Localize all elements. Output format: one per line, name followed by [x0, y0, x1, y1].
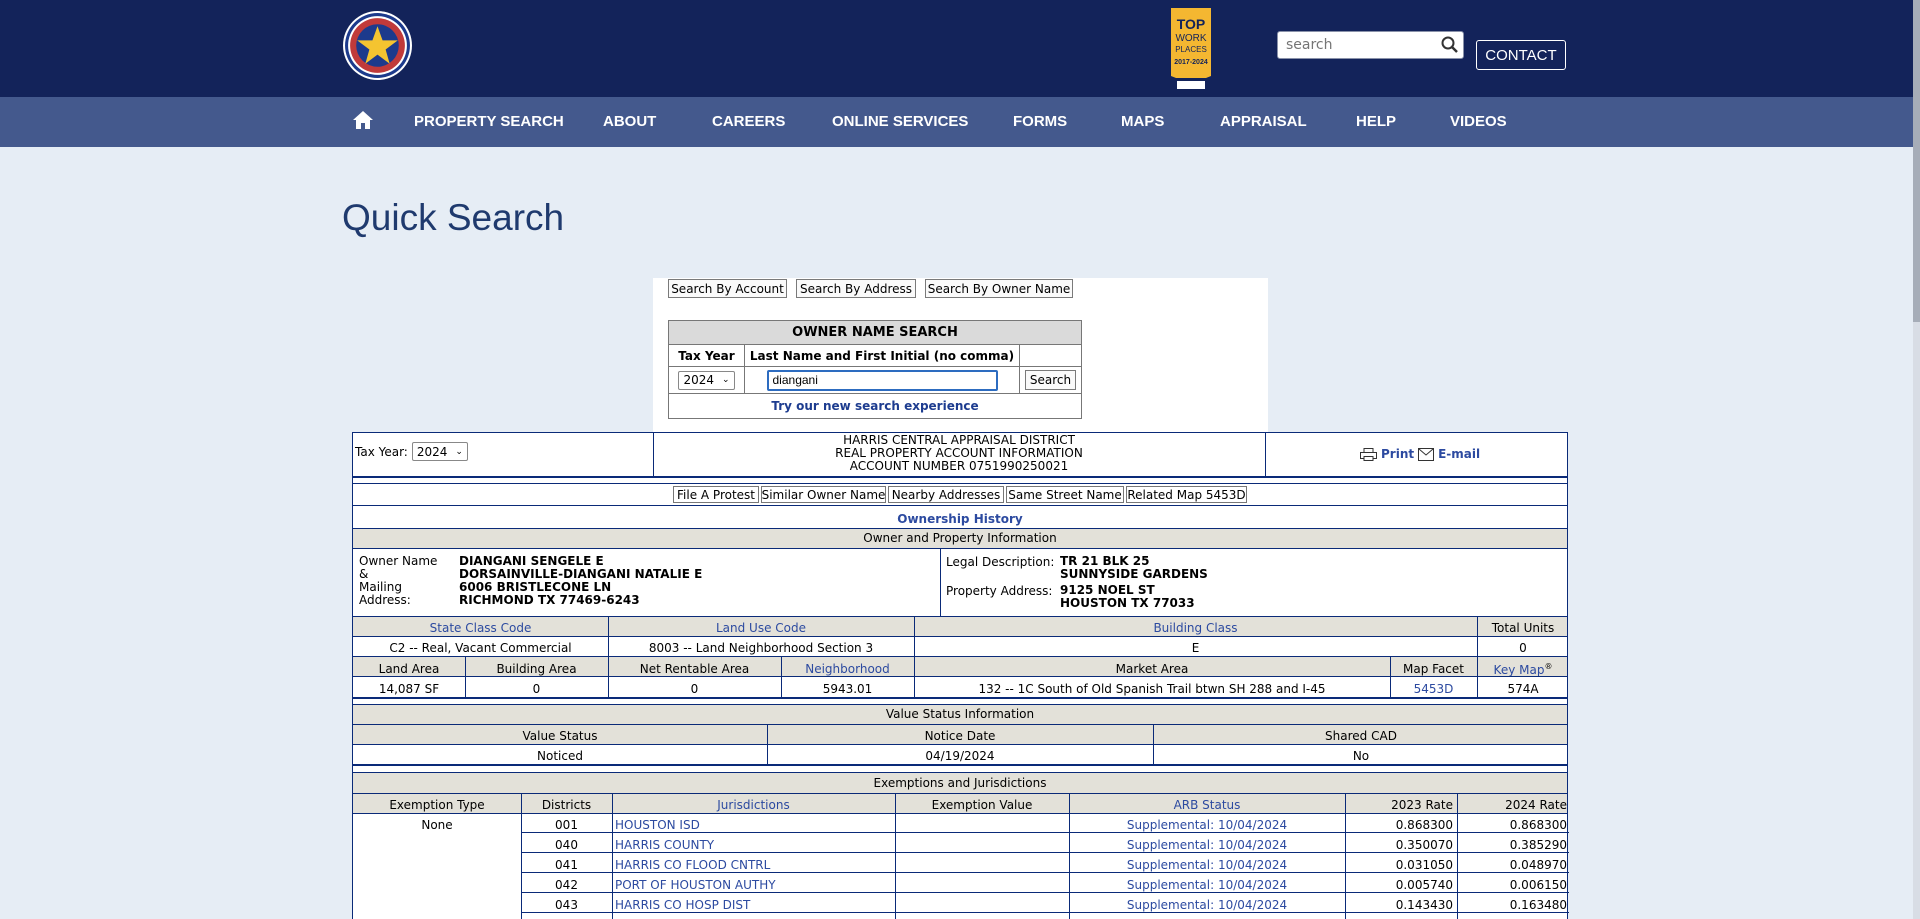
tax-year-column-header: Tax Year	[669, 345, 745, 366]
map-facet-link[interactable]: 5453D	[1413, 682, 1454, 696]
page-title: Quick Search	[342, 197, 565, 238]
net-rentable-area-header: Net Rentable Area	[639, 662, 750, 676]
search-by-address-button[interactable]: Search By Address	[796, 279, 916, 298]
email-link[interactable]: E-mail	[1438, 447, 1481, 461]
exemption-type-header: Exemption Type	[389, 798, 485, 812]
exemption-type-value: None	[421, 818, 453, 832]
value-status-header: Value Status	[522, 729, 598, 743]
registered-mark: ®	[1544, 662, 1553, 671]
owner-name-label: Owner Name &	[359, 554, 438, 581]
jurisdiction-link[interactable]: HOUSTON ISD	[615, 818, 700, 832]
chevron-down-icon: ⌄	[722, 375, 730, 385]
building-area-value: 0	[532, 682, 541, 696]
jurisdiction-link[interactable]: HARRIS COUNTY	[615, 838, 715, 852]
name-input-cell	[745, 367, 1020, 393]
market-area-value: 132 -- 1C South of Old Spanish Trail btwn SH 288 and I-45	[978, 682, 1326, 696]
value-status-title: Value Status Information	[353, 705, 1567, 724]
state-class-code-header[interactable]: State Class Code	[429, 621, 532, 635]
mailing-city: RICHMOND TX 77469-6243	[459, 593, 640, 607]
svg-text:WORK: WORK	[1175, 33, 1207, 44]
legal-line-2: SUNNYSIDE GARDENS	[1060, 567, 1208, 581]
market-area-header: Market Area	[1115, 662, 1189, 676]
nav-appraisal[interactable]: APPRAISAL	[1220, 113, 1307, 130]
owner-name-input[interactable]	[767, 370, 998, 391]
total-units-header: Total Units	[1491, 621, 1555, 635]
exemptions-title: Exemptions and Jurisdictions	[353, 773, 1567, 793]
jurisdictions-header[interactable]: Jurisdictions	[717, 798, 790, 812]
owner-search-title: OWNER NAME SEARCH	[669, 321, 1081, 345]
home-icon[interactable]	[352, 109, 374, 131]
map-facet-header: Map Facet	[1403, 662, 1464, 676]
arb-status-value: Supplemental: 10/04/2024	[1126, 838, 1288, 852]
rate-2023-value: 0.005740	[1395, 878, 1453, 892]
jurisdiction-link[interactable]: HARRIS CO FLOOD CNTRL	[615, 858, 771, 872]
owner-search-button[interactable]: Search	[1025, 370, 1076, 390]
account-info	[352, 432, 1568, 919]
rate-2024-value: 0.385290	[1509, 838, 1567, 852]
file-protest-button[interactable]: File A Protest	[673, 486, 759, 503]
rate-2024-header: 2024 Rate	[1505, 798, 1567, 812]
search-button-cell	[1020, 367, 1081, 393]
notice-date-value: 04/19/2024	[925, 749, 995, 763]
legal-description-label: Legal Description:	[946, 555, 1055, 569]
nav-help[interactable]: HELP	[1356, 113, 1397, 130]
same-street-name-button[interactable]: Same Street Name	[1006, 486, 1124, 503]
account-subtitle: REAL PROPERTY ACCOUNT INFORMATION	[835, 446, 1083, 460]
owner-section-title: Owner and Property Information	[353, 529, 1567, 548]
rate-2024-value: 0.163480	[1509, 898, 1567, 912]
district-name: HARRIS CENTRAL APPRAISAL DISTRICT	[843, 433, 1075, 447]
owner-address	[459, 555, 702, 607]
arb-status-value: Supplemental: 10/04/2024	[1126, 858, 1288, 872]
total-units-value: 0	[1519, 641, 1527, 655]
jurisdiction-link[interactable]: HARRIS CO HOSP DIST	[615, 898, 751, 912]
jurisdiction-row	[521, 833, 1569, 853]
net-rentable-area-value: 0	[690, 682, 699, 696]
owner-tax-year-select[interactable]: 2024 ⌄	[678, 371, 734, 390]
property-city: HOUSTON TX 77033	[1060, 596, 1195, 610]
vertical-scrollbar[interactable]	[1913, 0, 1920, 919]
nav-about[interactable]: ABOUT	[603, 113, 657, 130]
arb-status-value: Supplemental: 10/04/2024	[1126, 898, 1288, 912]
account-tax-year	[355, 442, 468, 461]
main-nav	[0, 97, 1920, 147]
empty-header-cell	[1020, 345, 1081, 366]
key-map-header[interactable]	[1477, 662, 1569, 677]
rate-2023-header: 2023 Rate	[1391, 798, 1453, 812]
print-email-links	[1360, 447, 1480, 461]
notice-date-header: Notice Date	[924, 729, 996, 743]
hcad-seal-logo[interactable]	[342, 10, 413, 81]
land-use-code-value: 8003 -- Land Neighborhood Section 3	[648, 641, 874, 655]
rate-2024-value: 0.868300	[1509, 818, 1567, 832]
account-tax-year-select[interactable]: 2024 ⌄	[412, 442, 468, 461]
arb-status-value: Supplemental: 10/04/2024	[1126, 818, 1288, 832]
search-by-account-button[interactable]: Search By Account	[668, 279, 787, 298]
nav-property-search[interactable]: PROPERTY SEARCH	[414, 113, 564, 130]
owner-name-1: DIANGANI SENGELE E	[459, 554, 604, 568]
district-code: 041	[555, 858, 578, 872]
key-map-label: Key Map	[1493, 663, 1545, 677]
nav-maps[interactable]: MAPS	[1121, 113, 1165, 130]
tax-year-cell	[669, 367, 745, 393]
district-code: 042	[555, 878, 578, 892]
top-workplaces-badge	[1167, 8, 1215, 92]
svg-text:2017-2024: 2017-2024	[1174, 59, 1208, 66]
search-by-owner-name-button[interactable]: Search By Owner Name	[925, 279, 1073, 298]
chevron-down-icon: ⌄	[455, 446, 463, 457]
svg-text:TOP: TOP	[1176, 16, 1206, 32]
tax-year-label: Tax Year:	[355, 444, 408, 459]
building-class-header[interactable]: Building Class	[1153, 621, 1238, 635]
rate-2024-value: 0.048970	[1509, 858, 1567, 872]
shared-cad-header: Shared CAD	[1325, 729, 1397, 743]
property-address-label: Property Address:	[946, 584, 1053, 598]
value-status-value: Noticed	[537, 749, 583, 763]
nav-careers[interactable]: CAREERS	[712, 113, 786, 130]
neighborhood-value: 5943.01	[822, 682, 873, 696]
state-class-code-value: C2 -- Real, Vacant Commercial	[389, 641, 572, 655]
mailing-street: 6006 BRISTLECONE LN	[459, 580, 612, 594]
property-street: 9125 NOEL ST	[1060, 583, 1155, 597]
land-area-header: Land Area	[378, 662, 440, 676]
printer-icon[interactable]	[1360, 448, 1377, 461]
account-heading	[653, 434, 1265, 473]
key-map-value: 574A	[1507, 682, 1539, 696]
account-number: ACCOUNT NUMBER 0751990250021	[849, 459, 1069, 473]
district-code: 043	[555, 898, 578, 912]
contact-button[interactable]: CONTACT	[1476, 40, 1566, 70]
nearby-addresses-button[interactable]: Nearby Addresses	[888, 486, 1004, 503]
districts-header: Districts	[541, 798, 592, 812]
shared-cad-value: No	[1352, 749, 1370, 763]
related-map-button[interactable]: Related Map 5453D	[1127, 487, 1246, 502]
similar-owner-name-button[interactable]: Similar Owner Name	[761, 487, 886, 502]
district-code: 001	[555, 818, 578, 832]
nav-online-services[interactable]: ONLINE SERVICES	[832, 113, 969, 130]
try-new-search-link[interactable]: Try our new search experience	[771, 399, 979, 413]
rate-2023-value: 0.143430	[1395, 898, 1453, 912]
rate-2024-value: 0.006150	[1509, 878, 1567, 892]
arb-status-header[interactable]: ARB Status	[1173, 798, 1241, 812]
land-area-value: 14,087 SF	[378, 682, 440, 696]
land-use-code-header[interactable]: Land Use Code	[715, 621, 807, 635]
name-column-header: Last Name and First Initial (no comma)	[745, 345, 1020, 366]
rate-2023-value: 0.868300	[1395, 818, 1453, 832]
arb-status-value: Supplemental: 10/04/2024	[1126, 878, 1288, 892]
nav-forms[interactable]: FORMS	[1013, 113, 1068, 130]
legal-line-1: TR 21 BLK 25	[1060, 554, 1150, 568]
ownership-history-link[interactable]: Ownership History	[897, 512, 1023, 526]
owner-name-search-form	[668, 320, 1082, 419]
jurisdiction-row	[521, 853, 1569, 873]
site-search-box	[1277, 31, 1464, 59]
exemption-value-header: Exemption Value	[931, 798, 1033, 812]
owner-labels	[359, 555, 449, 607]
site-header	[0, 0, 1920, 97]
district-code: 040	[555, 838, 578, 852]
jurisdiction-row	[521, 893, 1569, 913]
jurisdiction-row	[521, 813, 1569, 833]
building-class-value: E	[1191, 641, 1200, 655]
print-link[interactable]: Print	[1381, 447, 1415, 461]
svg-text:PLACES: PLACES	[1175, 45, 1207, 54]
scrollbar-thumb[interactable]	[1913, 0, 1920, 322]
rate-2023-value: 0.350070	[1395, 838, 1453, 852]
legal-description	[1060, 555, 1208, 581]
jurisdiction-link[interactable]: PORT OF HOUSTON AUTHY	[615, 878, 776, 892]
search-icon[interactable]	[1440, 35, 1460, 55]
building-area-header: Building Area	[496, 662, 577, 676]
owner-name-2: DORSAINVILLE-DIANGANI NATALIE E	[459, 567, 703, 581]
jurisdiction-row	[521, 873, 1569, 893]
property-address	[1060, 584, 1195, 610]
neighborhood-header[interactable]: Neighborhood	[805, 662, 890, 676]
nav-videos[interactable]: VIDEOS	[1450, 113, 1507, 130]
mailing-address-label: Mailing Address:	[359, 580, 411, 607]
rate-2023-value: 0.031050	[1395, 858, 1453, 872]
email-icon[interactable]	[1418, 448, 1434, 461]
site-search-input[interactable]	[1284, 33, 1434, 57]
